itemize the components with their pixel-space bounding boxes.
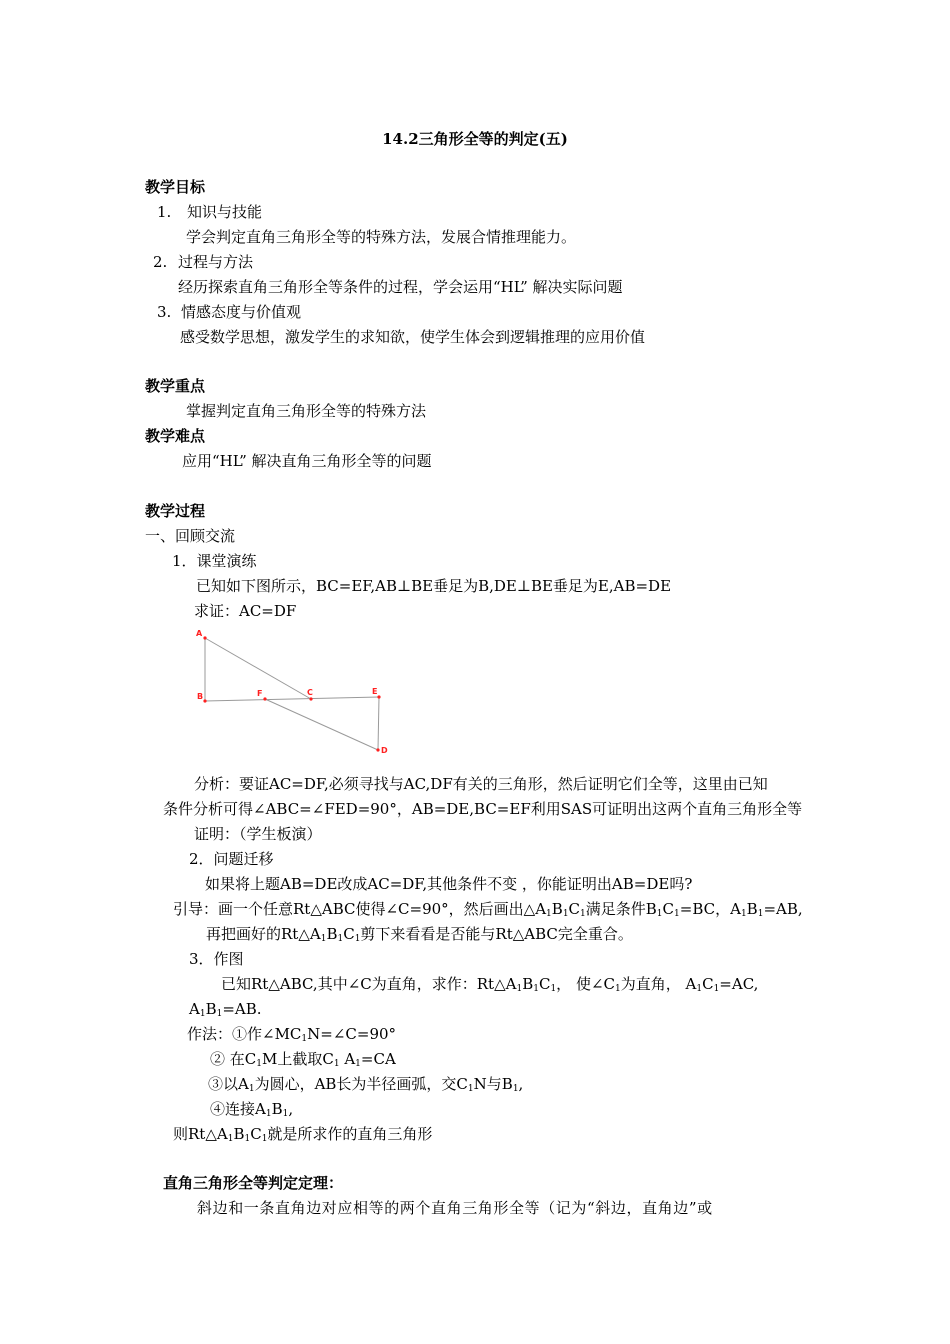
- question-text: 如果将上题AB=DE改成AC=DF,其他条件不变 ，你能证明出AB=DE吗?: [205, 875, 693, 893]
- theorem-heading: 直角三角形全等判定定理：: [163, 1174, 344, 1192]
- point-f: [263, 697, 266, 700]
- objective-1-num: 1.: [157, 203, 172, 221]
- sub-practice: 1．课堂演练: [172, 552, 257, 570]
- key-point-heading: 教学重点: [145, 377, 206, 395]
- point-c: [309, 697, 312, 700]
- objective-3-num: 3.: [157, 303, 172, 321]
- construction-given-1: 已知Rt△ABC,其中∠C为直角，求作：$Rt\triangle A_1B_1C_1$， 使$\angle C_1$为直角， $A_1C_1=AC$,: [221, 975, 759, 994]
- method-step-2: ② 在$C_1M$上截取$C_1$ $A_1=CA$: [210, 1050, 396, 1069]
- geometry-figure: [192, 624, 402, 760]
- given-text: 已知如下图所示，BC=EF,AB⊥BE垂足为B,DE⊥BE垂足为E,AB=DE: [196, 577, 672, 595]
- objective-1-label: 知识与技能: [187, 203, 263, 221]
- theorem-text: 斜边和一条直角边对应相等的两个直角三角形全等（记为“斜边，直角边”或: [197, 1199, 713, 1217]
- point-b: [203, 699, 206, 702]
- construction-result: 则$Rt\triangle A_1B_1C_1$就是所求作的直角三角形: [173, 1125, 433, 1144]
- objective-1-text: 学会判定直角三角形全等的特殊方法，发展合情推理能力。: [186, 228, 577, 246]
- objectives-heading: 教学目标: [145, 178, 206, 196]
- label-a: A: [196, 629, 203, 638]
- point-a: [203, 636, 206, 639]
- segment-ed: [378, 697, 379, 750]
- guide-line-1: 引导：画一个任意Rt△ABC使得∠C=90°，然后画出$\triangle A_1B_1C_1$满足条件$B_1C_1=BC$，$A_1B_1=AB$,: [173, 900, 803, 919]
- label-c: C: [307, 688, 313, 697]
- segment-fd: [265, 699, 378, 750]
- objective-3-text: 感受数学思想，激发学生的求知欲，使学生体会到逻辑推理的应用价值: [180, 328, 646, 346]
- process-heading: 教学过程: [145, 502, 206, 520]
- objective-3-label: 情感态度与价值观: [181, 303, 302, 321]
- label-d: D: [381, 746, 388, 755]
- difficulty-text: 应用“HL” 解决直角三角形全等的问题: [182, 452, 432, 470]
- method-step-4: ④连接$A_1B_1$,: [210, 1100, 294, 1119]
- segment-be: [205, 697, 379, 701]
- label-f: F: [257, 689, 263, 698]
- difficulty-heading: 教学难点: [145, 427, 206, 445]
- method-step-3: ③以$A_1$为圆心，AB长为半径画弧，交$C_1N$与$B_1$,: [208, 1075, 524, 1094]
- proof-text: 证明：（学生板演）: [194, 825, 322, 843]
- prove-text: 求证：AC=DF: [194, 602, 297, 620]
- objective-2-num: 2.: [153, 253, 168, 271]
- analysis-line-1: 分析：要证AC=DF,必须寻找与AC,DF有关的三角形，然后证明它们全等，这里由已知: [194, 775, 768, 793]
- point-e: [377, 695, 380, 698]
- key-point-text: 掌握判定直角三角形全等的特殊方法: [186, 402, 427, 420]
- label-b: B: [197, 692, 204, 701]
- objective-2-text: 经历探索直角三角形全等条件的过程，学会运用“HL” 解决实际问题: [178, 278, 623, 296]
- objective-2-label: 过程与方法: [178, 253, 254, 271]
- section-review: 一、回顾交流: [145, 527, 236, 545]
- point-d: [376, 748, 379, 751]
- sub-construction: 3．作图: [189, 950, 244, 968]
- method-step-1: 作法：①作$\angle MC_1N=\angle C=90^\circ$: [187, 1025, 397, 1044]
- analysis-line-2: 条件分析可得∠ABC=∠FED=90°，AB=DE,BC=EF利用SAS可证明出这两个直角三角形全等: [163, 800, 803, 818]
- page-title: 14.2三角形全等的判定(五): [382, 130, 568, 148]
- sub-transfer: 2．问题迁移: [189, 850, 274, 868]
- guide-line-2: 再把画好的$Rt\triangle A_1B_1C_1$剪下来看看是否能与Rt△ABC完全重合。: [206, 925, 633, 944]
- construction-given-2: $A_1B_1=AB$.: [189, 1000, 262, 1019]
- label-e: E: [372, 687, 378, 696]
